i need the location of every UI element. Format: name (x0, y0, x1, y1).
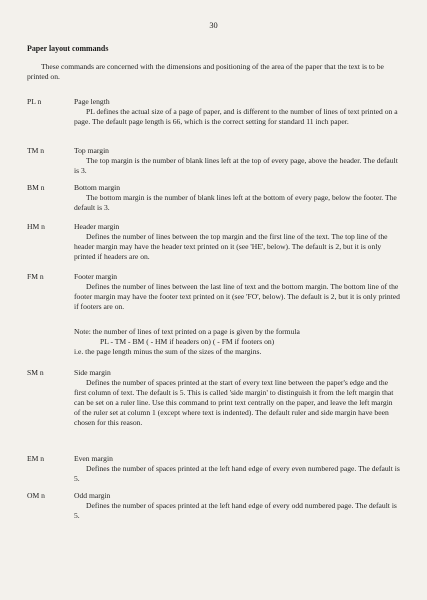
command-description: Defines the number of lines between the top margin and the first line of the text. The top line of the header margin may have the header text printed on it (see 'HE', below). The default is 2, but it is only printed if headers are on. (74, 232, 388, 261)
command-code: OM n (27, 491, 45, 500)
command-title: Even margin (74, 454, 113, 463)
command-title: Header margin (74, 222, 120, 231)
command-code: EM n (27, 454, 45, 463)
intro-paragraph: These commands are concerned with the dimensions and positioning of the area of the paper that the text is to be printed on. (27, 62, 384, 81)
note-summary: i.e. the page length minus the sum of the sizes of the margins. (74, 347, 262, 356)
command-description: Defines the number of spaces printed at the start of every text line between the paper's edge and the first column of text. The default is 5. This is called 'side margin' to distinguish it from the left margin that can be set on a ruler line. Use this command to print text centrally on the paper, and leave the left margin of the ruler set at column 1 (except where text is indented). The default ruler and side margin have been chosen for this reason. (74, 378, 394, 427)
command-code: TM n (27, 146, 45, 155)
command-code: SM n (27, 368, 44, 377)
note-formula: PL - TM - BM ( - HM if headers on) ( - FM if footers on) (100, 337, 275, 346)
command-title: Page length (74, 97, 110, 106)
command-description: PL defines the actual size of a page of paper, and is different to the number of lines of text printed on a page. The default page length is 66, which is the correct setting for standard 11 inch paper. (74, 107, 398, 126)
command-description: The top margin is the number of blank lines left at the top of every page, above the header. The default is 3. (74, 156, 398, 175)
command-title: Footer margin (74, 272, 118, 281)
command-code: HM n (27, 222, 45, 231)
command-code: BM n (27, 183, 45, 192)
note-intro: Note: the number of lines of text printed on a page is given by the formula (74, 327, 300, 336)
command-description: Defines the number of spaces printed at the left hand edge of every even numbered page. The default is 5. (74, 464, 400, 483)
page-number: 30 (209, 21, 218, 30)
command-title: Odd margin (74, 491, 111, 500)
command-description: Defines the number of lines between the last line of text and the bottom margin. The bottom line of the footer margin may have the footer text printed on it (see 'FO', below). The default is 2, but it is only printed if footers are on. (74, 282, 400, 311)
command-title: Top margin (74, 146, 109, 155)
command-code: FM n (27, 272, 44, 281)
command-description: Defines the number of spaces printed at the left hand edge of every odd numbered page. The default is 5. (74, 501, 397, 520)
command-title: Side margin (74, 368, 111, 377)
section-heading: Paper layout commands (27, 44, 109, 53)
command-description: The bottom margin is the number of blank lines left at the bottom of every page, below the footer. The default is 3. (74, 193, 397, 212)
command-code: PL n (27, 97, 42, 106)
command-title: Bottom margin (74, 183, 121, 192)
margin-formula-note (74, 327, 400, 357)
